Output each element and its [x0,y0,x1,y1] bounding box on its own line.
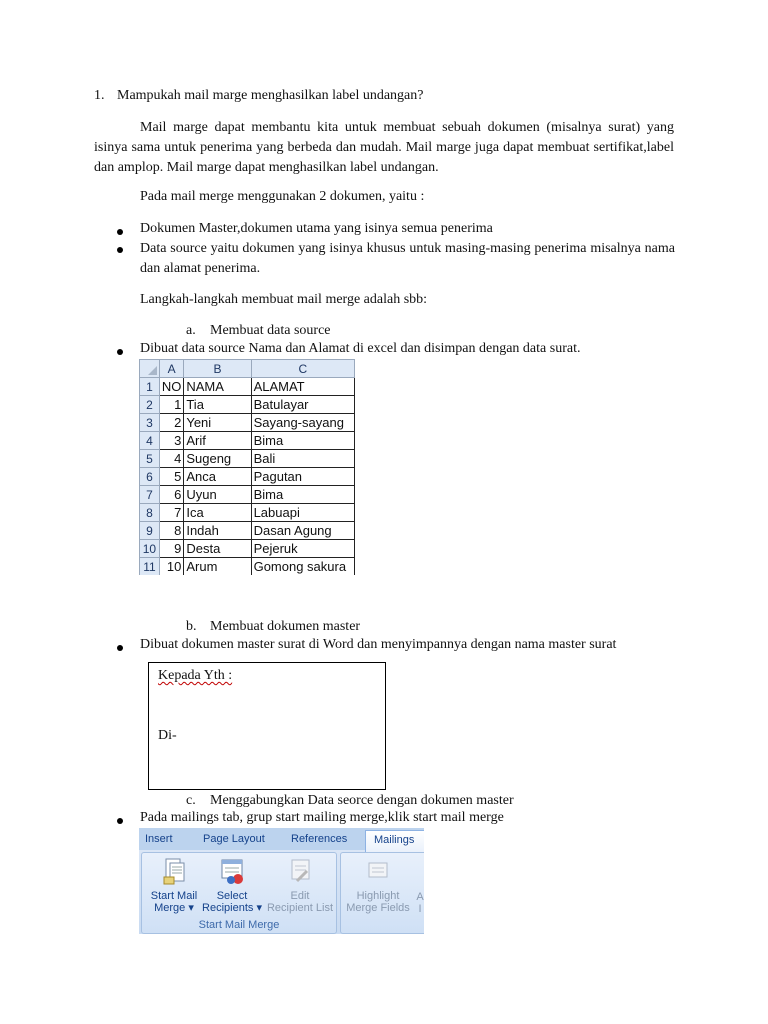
start-mail-merge-line1: Start Mail [150,890,198,902]
start-mail-merge-group [141,852,337,934]
cell-nama: Anca [184,468,251,486]
select-recipients-line1: Select [216,890,248,902]
row-number: 9 [140,522,160,540]
bullet-icon [117,349,123,355]
edit-list-icon [287,857,313,887]
bullet-icon [117,247,123,253]
cell-alamat: Dasan Agung [251,522,354,540]
cell-no: 7 [159,504,184,522]
ribbon-tabs [139,828,424,850]
question-number: 1. [94,88,105,103]
cell-no: 9 [159,540,184,558]
tab-page-layout[interactable]: Page Layout [203,833,265,845]
master-line-kepada: Kepada Yth : [158,668,233,683]
row-number: 8 [140,504,160,522]
bullet-icon [117,229,123,235]
cell-no: 6 [159,486,184,504]
bullet-icon [117,818,123,824]
cell-alamat: Bali [251,450,354,468]
cell-nama: Arif [184,432,251,450]
cell-nama: NAMA [184,378,251,396]
cell-nama: Sugeng [184,450,251,468]
master-line-di: Di- [158,728,177,743]
bullet-master-doc: Dokumen Master,dokumen utama yang isinya semua penerima [140,221,493,236]
highlight-merge-fields-button[interactable] [343,857,413,914]
column-header: A [159,360,184,378]
cell-nama: Tia [184,396,251,414]
cell-nama: Indah [184,522,251,540]
cell-no: 3 [159,432,184,450]
row-number: 1 [140,378,160,396]
row-number: 11 [140,558,160,576]
cell-alamat: Sayang-sayang [251,414,354,432]
table-row [140,378,355,396]
highlight-line1: Highlight [356,890,400,902]
select-all-corner [140,360,160,378]
word-ribbon [139,828,424,934]
cell-no: 4 [159,450,184,468]
cell-alamat: Batulayar [251,396,354,414]
select-recipients-button[interactable] [200,857,264,914]
cell-alamat: Bima [251,486,354,504]
paragraph-intro: Mail marge dapat membantu kita untuk membuat sebuah dokumen (misalnya surat) yang isinya sama untuk penerima yang berbeda dan mudah. Mail marge juga dapat membuat sertifikat,label dan amplop. Mail marge dapat menghasilkan label undangan. [94,120,674,175]
document-merge-icon [161,857,187,887]
cell-nama: Ica [184,504,251,522]
recipients-list-icon [217,857,247,887]
edit-recipient-line1: Edit [290,890,310,902]
table-row [140,432,355,450]
step-b-bullet: Dibuat dokumen master surat di Word dan menyimpannya dengan nama master surat [140,637,617,652]
row-number: 10 [140,540,160,558]
cell-alamat: ALAMAT [251,378,354,396]
step-a-bullet: Dibuat data source Nama dan Alamat di excel dan disimpan dengan data surat. [140,341,581,356]
cell-no: NO [159,378,184,396]
table-row [140,522,355,540]
table-row [140,558,355,576]
step-b-label: b. [186,619,197,634]
column-header: B [184,360,251,378]
tab-references[interactable]: References [291,833,348,845]
row-number: 7 [140,486,160,504]
group-label: Start Mail Merge [198,919,280,931]
edit-recipient-list-button[interactable] [264,857,336,914]
paragraph-documents: Pada mail merge menggunakan 2 dokumen, yaitu : [140,189,425,204]
question-text: Mampukah mail marge menghasilkan label undangan? [117,88,424,103]
address-block-line2: I [418,903,422,915]
cell-nama: Yeni [184,414,251,432]
cell-alamat: Pagutan [251,468,354,486]
cell-no: 5 [159,468,184,486]
cell-no: 8 [159,522,184,540]
step-b-text: Membuat dokumen master [210,619,361,634]
table-row [140,468,355,486]
highlight-line2: Merge Fields [346,902,410,914]
edit-recipient-line2: Recipient List [266,902,334,914]
address-block-line1: A [416,891,424,903]
cell-no: 1 [159,396,184,414]
address-block-button-partial[interactable] [415,891,424,915]
tab-insert[interactable]: Insert [145,833,173,845]
column-header: C [251,360,354,378]
cell-nama: Desta [184,540,251,558]
cell-alamat: Gomong sakura [251,558,354,576]
start-mail-merge-line2: Merge ▾ [154,902,194,914]
cell-alamat: Bima [251,432,354,450]
cell-alamat: Labuapi [251,504,354,522]
cell-no: 2 [159,414,184,432]
row-number: 5 [140,450,160,468]
excel-spreadsheet [139,359,355,575]
table-row [140,504,355,522]
highlight-fields-icon [365,857,391,887]
table-row [140,450,355,468]
step-a-text: Membuat data source [210,323,331,338]
table-row [140,396,355,414]
select-recipients-line2: Recipients ▾ [202,902,262,914]
table-row [140,414,355,432]
write-insert-fields-group [340,852,424,934]
master-document-preview [148,662,386,790]
cell-nama: Arum [184,558,251,576]
start-mail-merge-button[interactable] [144,857,204,914]
row-number: 6 [140,468,160,486]
bullet-data-source: Data source yaitu dokumen yang isinya khusus untuk masing-masing penerima misalnya nama dan alamat penerima. [140,241,675,276]
row-number: 3 [140,414,160,432]
row-number: 4 [140,432,160,450]
table-row [140,486,355,504]
tab-mailings[interactable]: Mailings [365,830,424,852]
bullet-icon [117,645,123,651]
table-row [140,540,355,558]
step-c-bullet: Pada mailings tab, grup start mailing merge,klik start mail merge [140,810,504,825]
cell-nama: Uyun [184,486,251,504]
cell-no: 10 [159,558,184,576]
step-c-text: Menggabungkan Data seorce dengan dokumen master [210,793,514,808]
cell-alamat: Pejeruk [251,540,354,558]
row-number: 2 [140,396,160,414]
paragraph-steps: Langkah-langkah membuat mail merge adalah sbb: [140,292,428,307]
step-a-label: a. [186,323,196,338]
step-c-label: c. [186,793,196,808]
